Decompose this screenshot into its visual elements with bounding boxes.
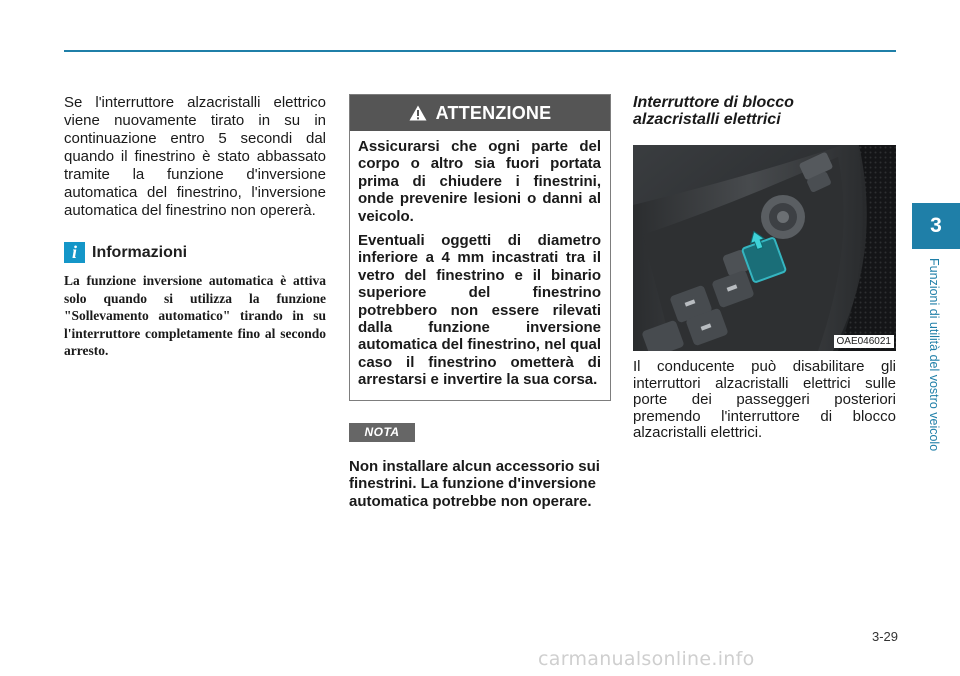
right-column: [633, 94, 896, 442]
warning-triangle-icon: [409, 105, 427, 121]
chapter-label-text: Funzioni di utilità del vostro veicolo: [927, 258, 941, 452]
info-icon: i: [64, 242, 85, 263]
section-title-line-1: Interruttore di blocco: [633, 94, 794, 111]
info-text: La funzione inversione automatica è attiva solo quando si utilizza la funzione "Sollevamento automatico" tirando in su l'interruttore completamente fino al secondo arresto.: [64, 273, 326, 358]
warning-title: ATTENZIONE: [435, 102, 552, 123]
intro-paragraph: Se l'interruttore alzacristalli elettrico viene nuovamente tirato in su in continuazione entro 5 secondi dal quando il finestrino è stato abbassato tramite la funzione d'inversione automatica del finestrino, l'inversione automatica del finestrino non opererà.: [64, 94, 326, 219]
info-heading: [64, 242, 326, 263]
warning-paragraph-1: Assicurarsi che ogni parte del corpo o altro sia fuori portata prima di chiudere i finestrini, onde prevenire lesioni o danni al veicolo.: [358, 138, 601, 225]
door-panel-illustration: [633, 145, 896, 351]
top-rule: [64, 50, 896, 52]
warning-header: [350, 95, 610, 131]
section-title-line-2: alzacristalli elettrici: [633, 111, 781, 128]
chapter-number-tab: 3: [912, 203, 960, 249]
middle-column: [349, 94, 611, 510]
watermark: carmanualsonline.info: [538, 648, 755, 670]
page-number: 3-29: [871, 629, 898, 644]
info-title: Informazioni: [92, 243, 188, 261]
chapter-label: [922, 258, 942, 498]
door-switch-photo: [633, 145, 896, 351]
photo-code: OAE046021: [834, 335, 895, 348]
left-column: [64, 94, 326, 360]
lock-switch-paragraph: Il conducente può disabilitare gli interruttori alzacristalli elettrici sulle porte dei passeggeri posteriori premendo l'interruttore di blocco alzacristalli elettrici.: [633, 358, 896, 441]
warning-paragraph-2: Eventuali oggetti di diametro inferiore a 4 mm incastrati tra il vetro del finestrino e il binario superiore del finestrino potrebbero non essere rilevati dalla funzione inversione automatica del finestrino, nel qual caso il finestrino ometterà di arrestarsi e invertire la sua corsa.: [358, 232, 601, 389]
nota-text: Non installare alcun accessorio sui finestrini. La funzione d'inversione automatica potrebbe non operare.: [349, 457, 600, 510]
section-title: [633, 94, 896, 128]
nota-badge: NOTA: [349, 423, 415, 442]
warning-body: [350, 131, 610, 400]
warning-box: [349, 94, 611, 401]
